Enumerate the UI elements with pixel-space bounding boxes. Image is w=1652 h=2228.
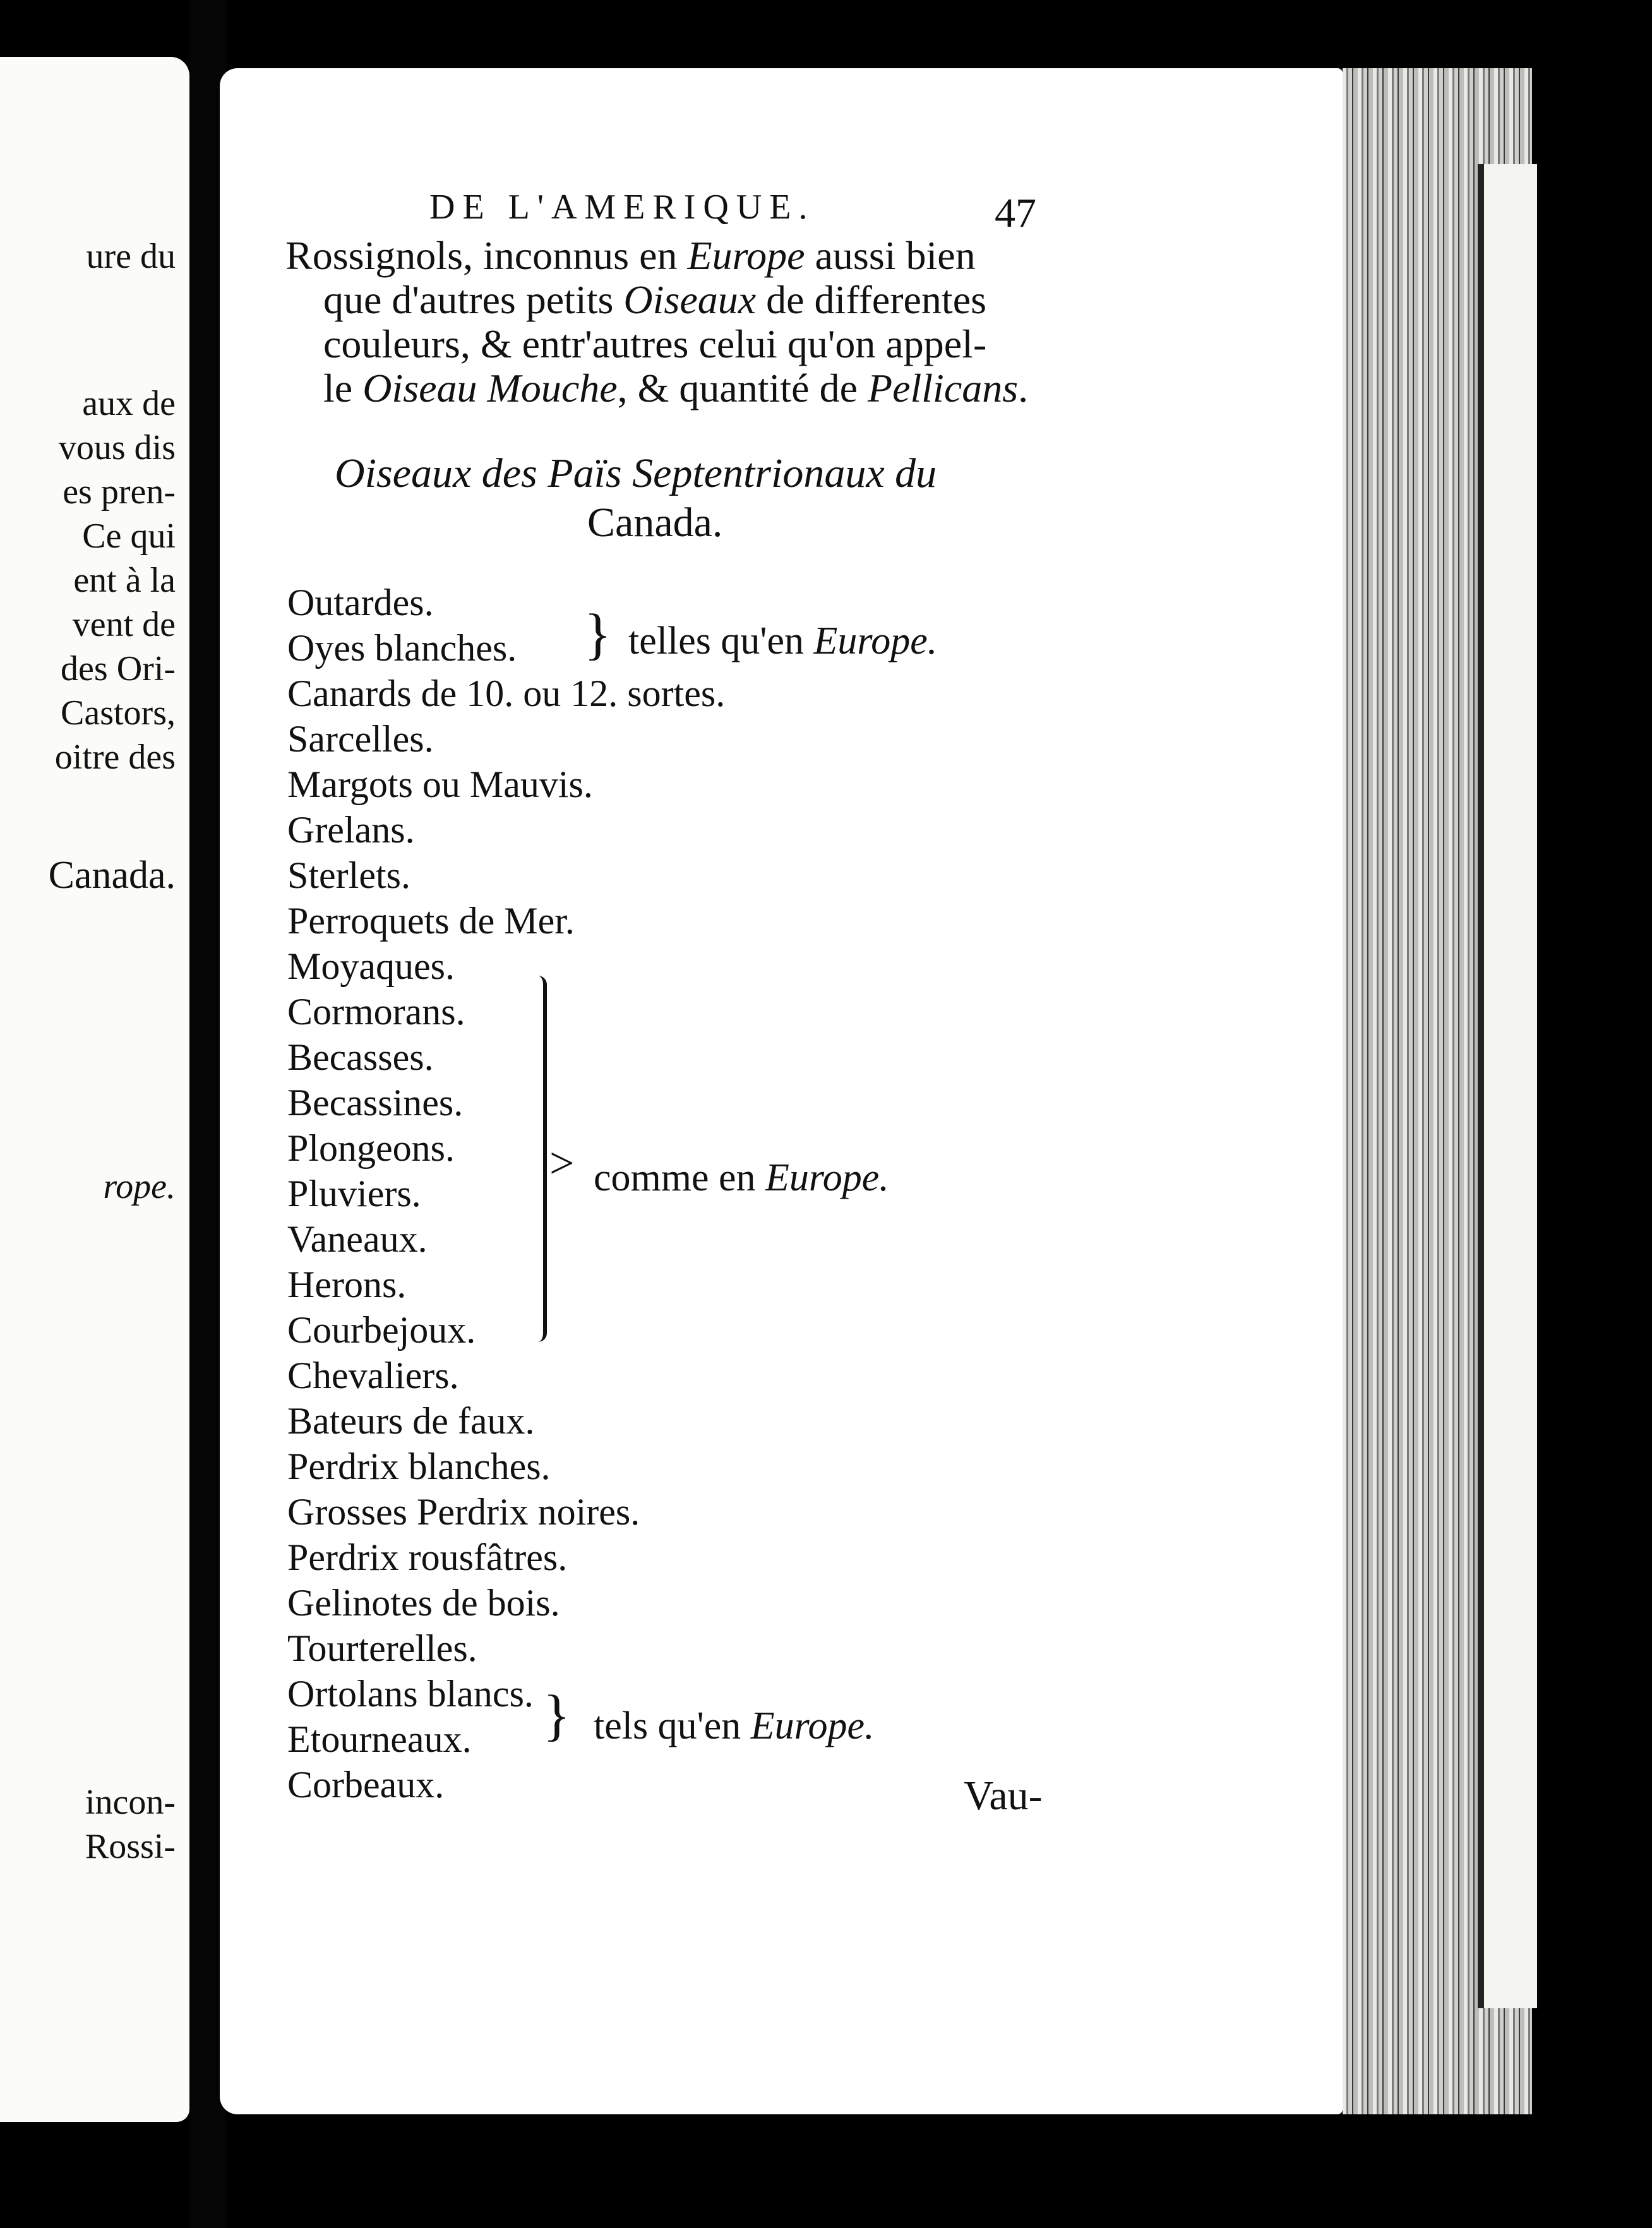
list-item: Corbeaux. — [287, 1764, 445, 1806]
facing-page-line: Ce qui — [82, 517, 176, 556]
list-item: Sarcelles. — [287, 718, 434, 760]
group-note — [594, 1156, 889, 1201]
list-item: Chevaliers. — [287, 1355, 459, 1396]
page-number: 47 — [995, 190, 1036, 236]
bracket-icon — [529, 976, 547, 1342]
note-text: telles qu'en — [628, 620, 814, 662]
running-head: DE L'AMERIQUE. — [429, 188, 815, 227]
note-place: Europe. — [750, 1704, 875, 1747]
list-item: Courbejoux. — [287, 1309, 476, 1351]
italic-span: Oiseau Mouche — [362, 366, 618, 410]
note-place: Europe. — [765, 1156, 889, 1199]
text-span: . — [1018, 366, 1029, 410]
list-item: Sterlets. — [287, 854, 410, 896]
list-item: Moyaques. — [287, 945, 455, 987]
italic-span: Oiseaux — [623, 277, 757, 322]
list-item: Tourterelles. — [287, 1627, 477, 1669]
facing-page-line: ent à la — [73, 561, 176, 600]
note-place: Europe. — [813, 620, 938, 662]
list-item: Becasses. — [287, 1036, 434, 1078]
facing-page-line: rope. — [103, 1167, 176, 1206]
facing-page-line: des Ori- — [61, 649, 176, 688]
list-item: Gelinotes de bois. — [287, 1582, 560, 1624]
list-item: Cormorans. — [287, 991, 465, 1033]
list-item: Grosses Perdrix noires. — [287, 1491, 640, 1533]
note-text: tels qu'en — [594, 1704, 751, 1747]
text-span: couleurs, & entr'autres celui qu'on appel- — [323, 321, 987, 366]
list-item: Plongeons. — [287, 1127, 455, 1169]
list-item: Ortolans blancs. — [287, 1673, 534, 1715]
text-span: de differentes — [756, 277, 986, 322]
list-item: Pluviers. — [287, 1173, 421, 1214]
brace-icon: } — [543, 1684, 571, 1747]
facing-page-line: aux de — [82, 384, 176, 423]
brace-icon: } — [584, 603, 612, 666]
italic-span: Pellicans — [867, 366, 1019, 410]
brace-point-icon: > — [549, 1139, 575, 1188]
list-item: Perroquets de Mer. — [287, 900, 575, 942]
text-span: que d'autres petits — [323, 277, 624, 322]
paragraph-line — [323, 322, 986, 366]
paragraph-line — [285, 234, 976, 278]
facing-page-line: Canada. — [48, 854, 176, 897]
paragraph-line — [323, 366, 1028, 410]
list-item: Margots ou Mauvis. — [287, 764, 593, 805]
paragraph-line — [323, 278, 986, 322]
list-item: Herons. — [287, 1264, 407, 1305]
italic-span: Europe — [687, 233, 805, 278]
section-heading-canada: Canada. — [587, 500, 723, 546]
facing-page-line: vent de — [72, 605, 176, 644]
list-item: Canards de 10. ou 12. sortes. — [287, 673, 726, 714]
facing-page-line: es pren- — [63, 472, 176, 512]
group-note — [628, 619, 937, 664]
facing-page-line: incon- — [85, 1783, 176, 1822]
list-item: Outardes. — [287, 582, 434, 623]
list-item: Perdrix blanches. — [287, 1446, 551, 1487]
group-note — [594, 1704, 875, 1749]
list-item: Oyes blanches. — [287, 627, 517, 669]
page-edge-strip — [1478, 164, 1537, 2008]
facing-page-line: ure du — [86, 237, 176, 276]
catchword: Vau- — [964, 1773, 1043, 1819]
list-item: Vaneaux. — [287, 1218, 428, 1260]
list-item: Bateurs de faux. — [287, 1400, 535, 1442]
note-text: comme en — [594, 1156, 766, 1199]
list-item: Etourneaux. — [287, 1718, 472, 1760]
text-span: , & quantité de — [617, 366, 868, 410]
facing-page-line: oitre des — [54, 738, 176, 777]
list-item: Becassines. — [287, 1082, 464, 1123]
text-span: aussi bien — [805, 233, 976, 278]
facing-page-line: vous dis — [58, 428, 176, 467]
facing-page-line: Castors, — [61, 693, 176, 733]
facing-page-line: Rossi- — [85, 1827, 176, 1866]
facing-page — [0, 57, 189, 2122]
section-heading: Oiseaux des Païs Septentrionaux du — [335, 450, 937, 496]
list-item: Grelans. — [287, 809, 415, 851]
text-span: Rossignols, inconnus en — [285, 233, 688, 278]
text-span: le — [323, 366, 363, 410]
list-item: Perdrix rousfâtres. — [287, 1536, 568, 1578]
